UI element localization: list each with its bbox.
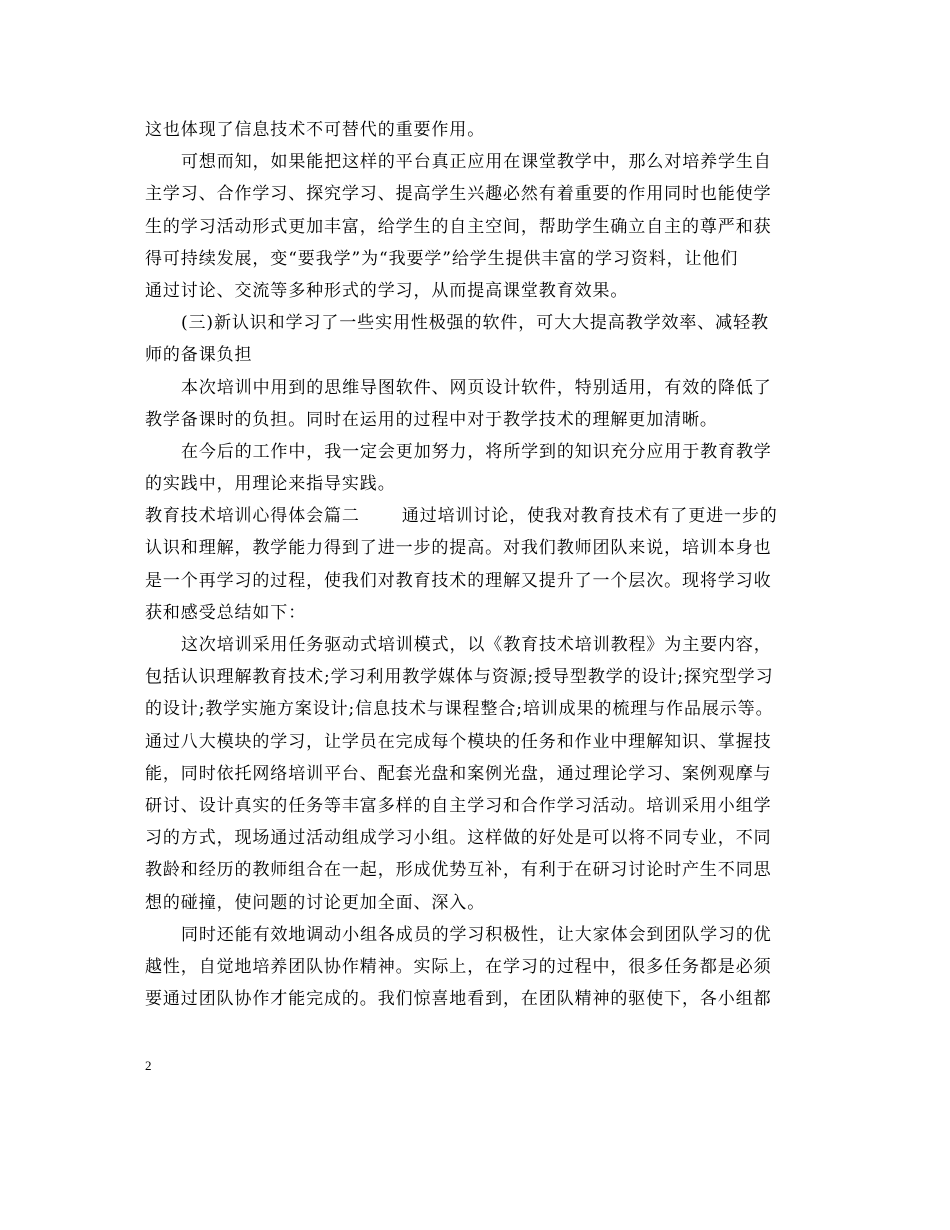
text-line: 想的碰撞，使问题的讨论更加全面、深入。 bbox=[145, 892, 486, 913]
text-line: 是一个再学习的过程，使我们对教育技术的理解又提升了一个层次。现将学习收 bbox=[145, 570, 772, 591]
text-line: 通过八大模块的学习，让学员在完成每个模块的任务和作业中理解知识、掌握技 bbox=[145, 731, 772, 752]
text-line: 生的学习活动形式更加丰富，给学生的自主空间，帮助学生确立自主的尊严和获 bbox=[145, 216, 772, 237]
article-title: 教育技术培训心得体会篇二 bbox=[145, 506, 360, 527]
paragraph-start-line: 这次培训采用任务驱动式培训模式，以《教育技术培训教程》为主要内容， bbox=[181, 635, 772, 655]
text-line: 教学备课时的负担。同时在运用的过程中对于教学技术的理解更加清晰。 bbox=[145, 409, 718, 430]
text-line: 的实践中，用理论来指导实践。 bbox=[145, 474, 396, 495]
document-body bbox=[145, 114, 810, 1015]
section-heading-line: 师的备课负担 bbox=[145, 345, 253, 366]
paragraph-start-line: 本次培训中用到的思维导图软件、网页设计软件，特别适用，有效的降低了 bbox=[181, 377, 772, 398]
text-line: 认识和理解，教学能力得到了进一步的提高。对我们教师团队来说，培训本身也 bbox=[145, 538, 772, 559]
text-line: 要通过团队协作才能完成的。我们惊喜地看到，在团队精神的驱使下，各小组都 bbox=[145, 989, 772, 1010]
text-line: 的设计;教学实施方案设计;信息技术与课程整合;培训成果的梳理与作品展示等。 bbox=[145, 699, 774, 720]
text-line: 能，同时依托网络培训平台、配套光盘和案例光盘，通过理论学习、案例观摩与 bbox=[145, 763, 772, 784]
text-line: 得可持续发展，变“要我学”为“我要学”给学生提供丰富的学习资料，让他们 bbox=[145, 248, 739, 269]
page-number: 2 bbox=[145, 1058, 152, 1073]
text-line: 主学习、合作学习、探究学习、提高学生兴趣必然有着重要的作用同时也能使学 bbox=[145, 184, 772, 205]
text-line: 通过培训讨论，使我对教育技术有了更进一步的 bbox=[401, 506, 778, 527]
text-line: 研讨、设计真实的任务等丰富多样的自主学习和合作学习活动。培训采用小组学 bbox=[145, 795, 772, 816]
text-line: 习的方式，现场通过活动组成学习小组。这样做的好处是可以将不同专业，不同 bbox=[145, 828, 772, 849]
paragraph-start-line: 同时还能有效地调动小组各成员的学习积极性，让大家体会到团队学习的优 bbox=[181, 924, 772, 945]
text-line: 这也体现了信息技术不可替代的重要作用。 bbox=[145, 120, 486, 140]
text-line: 教龄和经历的教师组合在一起，形成优势互补，有利于在研习讨论时产生不同思 bbox=[145, 860, 772, 881]
text-line: 通过讨论、交流等多种形式的学习，从而提高课堂教育效果。 bbox=[145, 280, 629, 301]
text-line: 包括认识理解教育技术;学习利用教学媒体与资源;授导型教学的设计;探究型学习 bbox=[145, 667, 774, 688]
article-title-line bbox=[145, 500, 810, 532]
text-line: 获和感受总结如下： bbox=[145, 602, 307, 623]
paragraph-start-line: 在今后的工作中，我一定会更加努力，将所学到的知识充分应用于教育教学 bbox=[181, 441, 772, 462]
section-heading-line: (三)新认识和学习了一些实用性极强的软件，可大大提高教学效率、减轻教 bbox=[181, 313, 769, 334]
paragraph-start-line: 可想而知，如果能把这样的平台真正应用在课堂教学中，那么对培养学生自 bbox=[181, 152, 772, 173]
text-line: 越性，自觉地培养团队协作精神。实际上，在学习的过程中，很多任务都是必须 bbox=[145, 956, 772, 977]
